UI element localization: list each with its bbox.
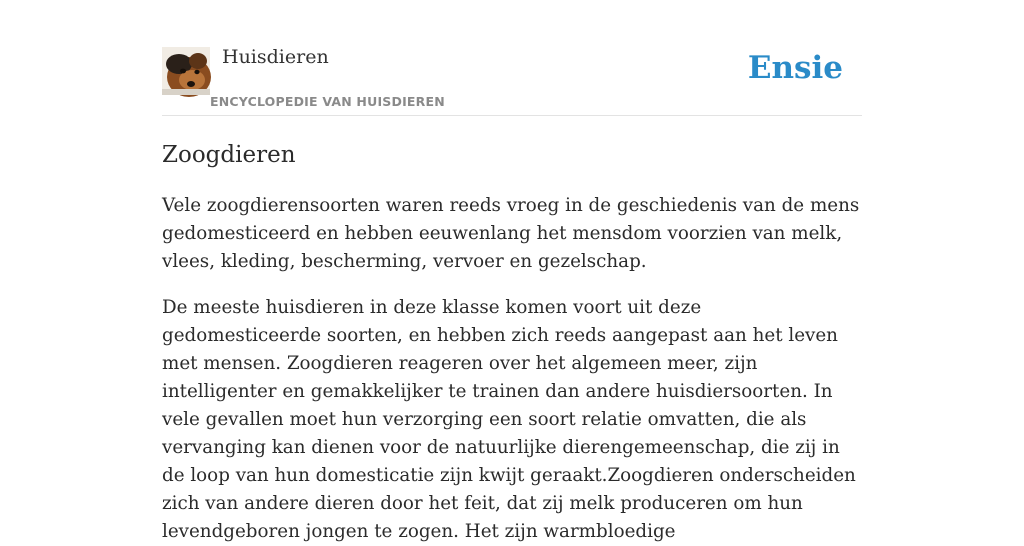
article-title: Zoogdieren [162,142,296,168]
article-paragraph-1: Vele zoogdierensoorten waren reeds vroeg in de geschiedenis van de mens gedomesticeerd en hebben eeuwenlang het mensdom voorzien van melk, vlees, kleding, bescherming, vervoer en gezelschap. [162,195,860,272]
site-tagline: ENCYCLOPEDIE VAN HUISDIEREN [210,94,445,109]
site-name[interactable]: Huisdieren [222,46,329,68]
brand-logo[interactable]: Ensie [747,50,843,86]
site-header [162,0,862,116]
dog-avatar-icon[interactable] [162,47,210,95]
article-paragraph-2: De meeste huisdieren in deze klasse komen voort uit deze gedomesticeerde soorten, en hebben zich reeds aangepast aan het leven met mensen. Zoogdieren reageren over het algemeen meer, zijn intelligenter en gemakkelijker te trainen dan andere huisdiersoorten. In vele gevallen moet hun verzorging een soort relatie omvatten, die als vervanging kan dienen voor de natuurlijke dierengemeenschap, die zij in de loop van hun domesticatie zijn kwijt geraakt.Zoogdieren onderscheiden zich van andere dieren door het feit, dat zij melk produceren om hun levendgeboren jongen te zogen. Het zijn warmbloedige [162,297,856,542]
article [162,138,862,546]
